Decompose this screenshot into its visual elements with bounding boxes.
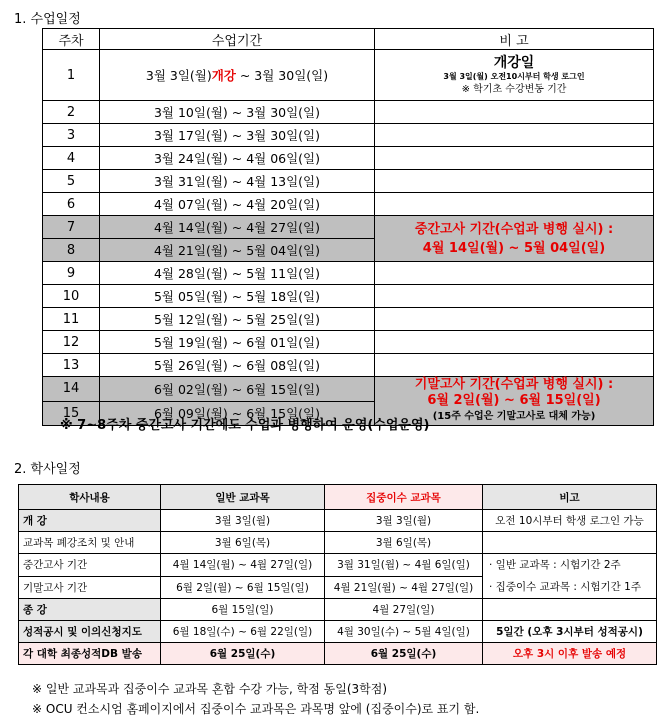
week-cell: 5 bbox=[43, 170, 100, 193]
general-cell: 3월 3일(월) bbox=[161, 510, 325, 532]
period-cell: 4월 21일(월) ~ 5월 04일(일) bbox=[100, 239, 375, 262]
week-cell: 13 bbox=[43, 354, 100, 377]
schedule-note: ※ 7~8주차 중간고사 기간에도 수업과 병행하여 운영(수업운영) bbox=[60, 418, 430, 433]
remark-cell: 오전 10시부터 학생 로그인 가능 bbox=[483, 510, 657, 532]
intensive-cell: 4월 21일(월) ~ 4월 27일(일) bbox=[325, 576, 483, 599]
period-cell: 5월 26일(월) ~ 6월 08일(일) bbox=[100, 354, 375, 377]
academic-schedule-table bbox=[18, 484, 657, 665]
period-cell: 3월 17일(월) ~ 3월 30일(일) bbox=[100, 124, 375, 147]
general-cell: 4월 14일(월) ~ 4월 27일(일) bbox=[161, 554, 325, 577]
period-cell: 6월 09일(월) ~ 6월 15일(일) bbox=[100, 401, 375, 426]
table-row bbox=[43, 170, 654, 193]
week-cell: 2 bbox=[43, 101, 100, 124]
intensive-cell: 4월 30일(수) ~ 5월 4일(일) bbox=[325, 621, 483, 643]
row-label: 중간고사 기간 bbox=[19, 554, 161, 577]
exam-remark-line: · 집중이수 교과목 : 시험기간 1주 bbox=[489, 581, 641, 593]
remark-cell bbox=[375, 50, 654, 101]
remark-cell: 5일간 (오후 3시부터 성적공시) bbox=[483, 621, 657, 643]
header-general: 일반 교과목 bbox=[161, 485, 325, 510]
period-cell: 5월 12일(월) ~ 5월 25일(일) bbox=[100, 308, 375, 331]
remark-cell bbox=[375, 101, 654, 124]
table-row bbox=[43, 377, 654, 402]
table-row bbox=[43, 331, 654, 354]
final-line: 기말고사 기간(수업과 병행 실시) : bbox=[414, 377, 614, 392]
remark-cell bbox=[375, 170, 654, 193]
remark-line: 3월 3일(월) 오전10시부터 학생 로그인 bbox=[443, 71, 585, 81]
remark-title: 개강일 bbox=[493, 54, 535, 71]
period-cell: 3월 31일(월) ~ 4월 13일(일) bbox=[100, 170, 375, 193]
row-label: 각 대학 최종성적DB 발송 bbox=[19, 643, 161, 665]
row-label: 종 강 bbox=[19, 599, 161, 621]
table-row bbox=[43, 262, 654, 285]
academic-note: ※ OCU 컨소시엄 홈페이지에서 집중이수 교과목은 과목명 앞에 (집중이수)로 표기 함. bbox=[32, 702, 480, 716]
general-cell: 6월 2일(월) ~ 6월 15일(일) bbox=[161, 576, 325, 599]
general-cell: 6월 18일(수) ~ 6월 22일(일) bbox=[161, 621, 325, 643]
period-cell: 5월 19일(월) ~ 6월 01일(일) bbox=[100, 331, 375, 354]
remark-cell bbox=[375, 331, 654, 354]
table-row bbox=[43, 216, 654, 239]
table-row bbox=[43, 308, 654, 331]
header-period: 수업기간 bbox=[100, 29, 375, 50]
intensive-cell: 4월 27일(일) bbox=[325, 599, 483, 621]
week-cell: 10 bbox=[43, 285, 100, 308]
final-line: 6월 2일(월) ~ 6월 15일(일) bbox=[427, 393, 601, 408]
period-cell: 3월 10일(월) ~ 3월 30일(일) bbox=[100, 101, 375, 124]
remark-cell bbox=[375, 124, 654, 147]
final-line: (15주 수업은 기말고사로 대체 가능) bbox=[432, 411, 596, 422]
week-cell: 15 bbox=[43, 401, 100, 426]
week-cell: 3 bbox=[43, 124, 100, 147]
remark-cell: 오후 3시 이후 발송 예정 bbox=[483, 643, 657, 665]
week-cell: 8 bbox=[43, 239, 100, 262]
period-cell: 4월 28일(월) ~ 5월 11일(일) bbox=[100, 262, 375, 285]
table-header-row bbox=[19, 485, 657, 510]
table-row bbox=[43, 50, 654, 101]
period-cell: 3월 24일(월) ~ 4월 06일(일) bbox=[100, 147, 375, 170]
header-intensive: 집중이수 교과목 bbox=[325, 485, 483, 510]
week-cell: 4 bbox=[43, 147, 100, 170]
remark-cell bbox=[483, 532, 657, 554]
exam-remark bbox=[483, 554, 657, 599]
intensive-cell: 6월 25일(수) bbox=[325, 643, 483, 665]
remark-line: ※ 학기초 수강변동 기간 bbox=[461, 83, 567, 95]
table-row bbox=[19, 621, 657, 643]
header-remark: 비고 bbox=[483, 485, 657, 510]
exam-remark-line: · 일반 교과목 : 시험기간 2주 bbox=[489, 559, 621, 571]
table-row bbox=[43, 147, 654, 170]
section-1-title: 1. 수업일정 bbox=[14, 12, 81, 27]
intensive-cell: 3월 6일(목) bbox=[325, 532, 483, 554]
general-cell: 6월 15일(일) bbox=[161, 599, 325, 621]
week-cell: 12 bbox=[43, 331, 100, 354]
week-cell: 9 bbox=[43, 262, 100, 285]
week-cell: 6 bbox=[43, 193, 100, 216]
remark-cell bbox=[375, 262, 654, 285]
remark-cell bbox=[375, 193, 654, 216]
midterm-line: 4월 14일(월) ~ 5월 04일(일) bbox=[422, 240, 606, 256]
general-cell: 3월 6일(목) bbox=[161, 532, 325, 554]
intensive-cell: 3월 31일(월) ~ 4월 6일(일) bbox=[325, 554, 483, 577]
header-week: 주차 bbox=[43, 29, 100, 50]
row-label: 기말고사 기간 bbox=[19, 576, 161, 599]
period-cell bbox=[100, 50, 375, 101]
midterm-line: 중간고사 기간(수업과 병행 실시) : bbox=[414, 221, 614, 237]
table-row bbox=[19, 643, 657, 665]
period-end: ~ 3월 30일(일) bbox=[235, 68, 329, 83]
week-cell: 7 bbox=[43, 216, 100, 239]
table-row bbox=[43, 285, 654, 308]
row-label: 교과목 폐강조치 및 안내 bbox=[19, 532, 161, 554]
class-schedule-table bbox=[42, 28, 654, 426]
week-cell: 14 bbox=[43, 377, 100, 402]
header-content: 학사내용 bbox=[19, 485, 161, 510]
table-row bbox=[43, 101, 654, 124]
general-cell: 6월 25일(수) bbox=[161, 643, 325, 665]
table-row bbox=[19, 599, 657, 621]
period-cell: 6월 02일(월) ~ 6월 15일(일) bbox=[100, 377, 375, 402]
table-row bbox=[19, 510, 657, 532]
remark-cell bbox=[375, 308, 654, 331]
period-cell: 4월 14일(월) ~ 4월 27일(일) bbox=[100, 216, 375, 239]
table-row bbox=[19, 554, 657, 577]
remark-cell bbox=[375, 285, 654, 308]
opening-label: 개강 bbox=[211, 68, 236, 83]
academic-note: ※ 일반 교과목과 집중이수 교과목 혼합 수강 가능, 학점 동일(3학점) bbox=[32, 682, 387, 696]
week-cell: 11 bbox=[43, 308, 100, 331]
period-start: 3월 3일(월) bbox=[145, 68, 212, 83]
section-2-title: 2. 학사일정 bbox=[14, 462, 81, 477]
table-row bbox=[43, 124, 654, 147]
remark-cell bbox=[375, 147, 654, 170]
row-label: 성적공시 및 이의신청지도 bbox=[19, 621, 161, 643]
table-row bbox=[19, 532, 657, 554]
table-row bbox=[43, 354, 654, 377]
period-cell: 4월 07일(월) ~ 4월 20일(일) bbox=[100, 193, 375, 216]
row-label: 개 강 bbox=[19, 510, 161, 532]
period-cell: 5월 05일(월) ~ 5월 18일(일) bbox=[100, 285, 375, 308]
midterm-remark bbox=[375, 216, 654, 262]
intensive-cell: 3월 3일(월) bbox=[325, 510, 483, 532]
table-row bbox=[43, 193, 654, 216]
remark-cell bbox=[375, 354, 654, 377]
remark-cell bbox=[483, 599, 657, 621]
week-cell: 1 bbox=[43, 50, 100, 101]
header-remark: 비 고 bbox=[375, 29, 654, 50]
table-header-row bbox=[43, 29, 654, 50]
